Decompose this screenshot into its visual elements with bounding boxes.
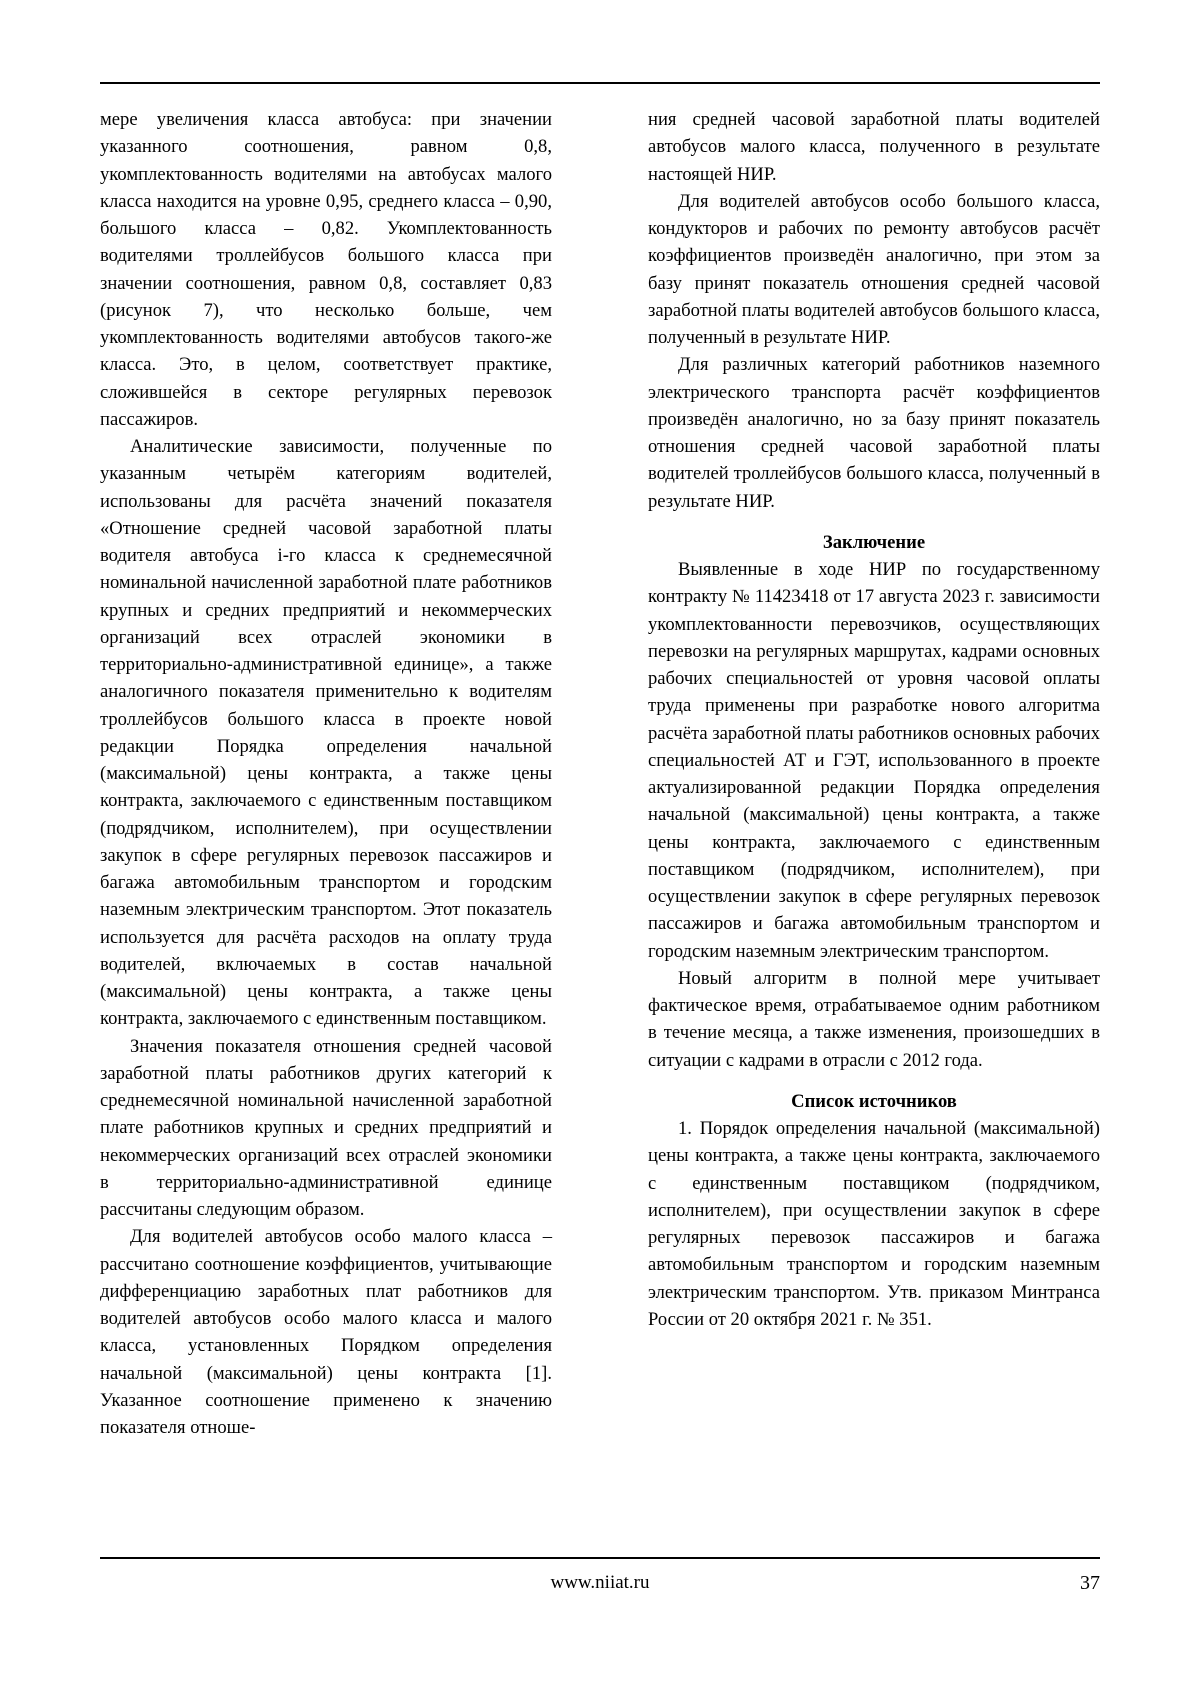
footer-rule [100,1557,1100,1559]
paragraph: мере увеличения класса автобуса: при значении указанного соотношения, равном 0,8, укомплектованность водителями на автобусах малого класса находится на уровне 0,95, среднего класса – 0,90, большого класса – 0,82. Укомплектованность водителями троллейбусов большого класса при значении соотношения, равном 0,8, составляет 0,83 (рисунок 7), что несколько больше, чем укомплектованность водителями автобусов такого-же класса. Это, в целом, соответствует практике, сложившейся в секторе регулярных перевозок пассажиров. [100,109,552,430]
section-heading-references: Список источников [791,1090,957,1112]
left-column [100,106,552,1526]
two-column-body [100,106,1100,1526]
paragraph: Значения показателя отношения средней часовой заработной платы работников других категорий к среднемесячной номинальной начисленной заработной плате работников крупных и средних предприятий и некоммерческих организаций всех отраслей экономики в территориально-административной единице рассчитаны следующим образом. [100,1035,552,1220]
page-number: 37 [1080,1572,1100,1594]
paragraph: Выявленные в ходе НИР по государственному контракту № 11423418 от 17 августа 2023 г. зависимости укомплектованности перевозчиков, осуществляющих перевозки на регулярных маршрутах, кадрами основных рабочих специальностей от уровня часовой оплаты труда применены при разработке нового алгоритма расчёта заработной платы работников основных рабочих специальностей АТ и ГЭТ, использованного в проекте актуализированной редакции Порядка определения начальной (максимальной) цены контракта, а также цены контракта, заключаемого с единственным поставщиком (подрядчиком, исполнителем), при осуществлении закупок в сфере регулярных перевозок пассажиров и багажа автомобильным транспортом и городским наземным электрическим транспортом. [648,559,1100,962]
paragraph: Для водителей автобусов особо большого класса, кондукторов и рабочих по ремонту автобусов расчёт коэффициентов произведён аналогично, при этом за базу принят показатель отношения средней часовой заработной платы водителей автобусов большого класса, полученный в результате НИР. [648,190,1100,348]
header-rule [100,82,1100,84]
paragraph: Для водителей автобусов особо малого класса – рассчитано соотношение коэффициентов, учитывающие дифференциацию заработных плат работников для водителей автобусов особо малого класса и малого класса, установленных Порядком определения начальной (максимальной) цены контракта [1]. Указанное соотношение применено к значению показателя отноше- [100,1226,552,1438]
reference-item: 1. Порядок определения начальной (максимальной) цены контракта, а также цены контракта, заключаемого с единственным поставщиком (подрядчиком, исполнителем), при осуществлении закупок в сфере регулярных перевозок пассажиров и багажа автомобильным транспортом и городским наземным электрическим транспортом. Утв. приказом Минтранса России от 20 октября 2021 г. № 351. [648,1118,1100,1330]
paragraph: Новый алгоритм в полной мере учитывает фактическое время, отрабатываемое одним работником в течение месяца, а также изменения, произошедших в ситуации с кадрами в отрасли с 2012 года. [648,967,1100,1071]
footer-url: www.niiat.ru [550,1572,650,1593]
right-column [648,106,1100,1526]
paragraph: Для различных категорий работников наземного электрического транспорта расчёт коэффициентов произведён аналогично, но за базу принят показатель отношения средней часовой заработной платы водителей троллейбусов большого класса, полученный в результате НИР. [648,354,1100,512]
section-heading-conclusion: Заключение [822,531,926,553]
paragraph: Аналитические зависимости, полученные по указанным четырём категориям водителей, использованы для расчёта значений показателя «Отношение средней часовой заработной платы водителя автобуса i-го класса к среднемесячной номинальной начисленной заработной плате работников крупных и средних предприятий и некоммерческих организаций всех отраслей экономики в территориально-административной единице», а также аналогичного показателя применительно к водителям троллейбусов большого класса в проекте новой редакции Порядка определения начальной (максимальной) цены контракта, а также цены контракта, заключаемого с единственным поставщиком (подрядчиком, исполнителем), при осуществлении закупок в сфере регулярных перевозок пассажиров и багажа автомобильным транспортом и городским наземным электрическим транспортом. Этот показатель используется для расчёта расходов на оплату труда водителей, включаемых в состав начальной (максимальной) цены контракта, а также цены контракта, заключаемого с единственным поставщиком. [100,436,552,1030]
paragraph: ния средней часовой заработной платы водителей автобусов малого класса, полученного в результате настоящей НИР. [648,109,1100,185]
